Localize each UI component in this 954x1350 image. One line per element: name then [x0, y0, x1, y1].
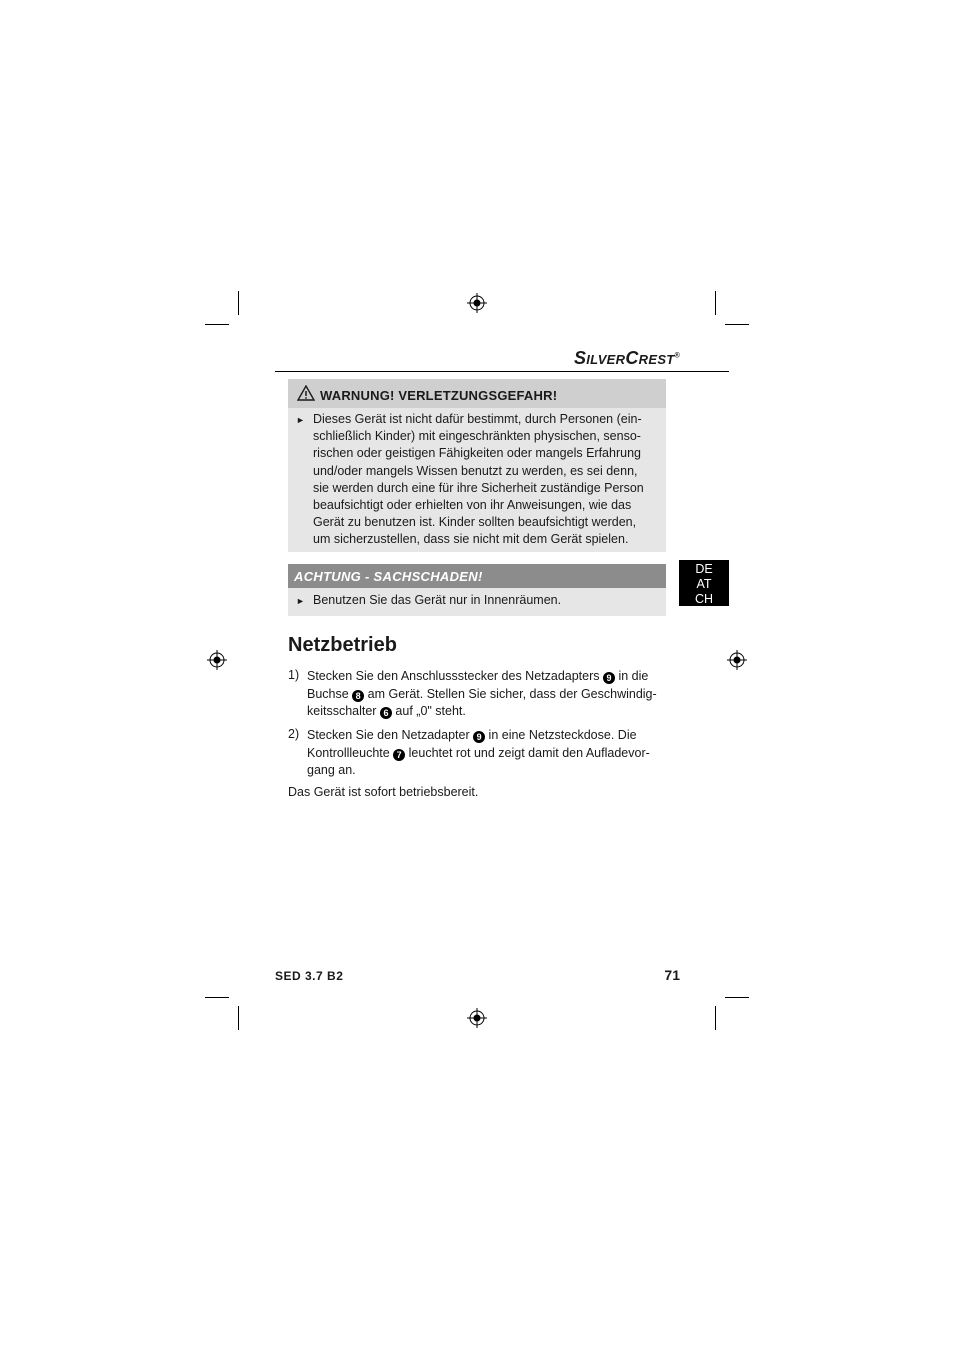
warning-text: Dieses Gerät ist nicht dafür bestimmt, durch Personen (ein- schließlich Kinder) mit eingeschränkten physischen, senso- rischen oder geistigen Fähigkeiten oder mangels Erfahrung und/oder mangels Wissen benutzt zu werden, es sei denn, sie werden durch eine für ihre Sicherheit zuständige Person beaufsichtigt oder erhielten von ihr Anweisungen, wie das Gerät zu benutzen ist. Kinder sollten beaufsichtigt werden, um sicherzustellen, dass sie nicht mit dem Gerät spielen.: [313, 412, 644, 547]
header-rule: [275, 371, 729, 372]
bullet-arrow-icon: ►: [296, 415, 305, 425]
crop-mark: [238, 291, 239, 315]
page-number: 71: [664, 967, 680, 983]
step-text: Stecken Sie den Anschlussstecker des Netzadapters 9 in die Buchse 8 am Gerät. Stellen Sie sicher, dass der Geschwindig- keitsschalter 6 auf „0" steht.: [307, 669, 657, 718]
warning-triangle-icon: [297, 385, 315, 401]
language-tab: DE AT CH: [679, 560, 729, 606]
crop-mark: [725, 997, 749, 998]
step-number: 1): [288, 668, 300, 682]
crop-mark: [715, 291, 716, 315]
achtung-title: ACHTUNG - SACHSCHADEN!: [294, 569, 483, 584]
part-reference-badge: 9: [473, 731, 485, 743]
registration-mark-icon: [467, 293, 487, 313]
section-heading: Netzbetrieb: [288, 634, 397, 656]
crop-mark: [205, 997, 229, 998]
part-reference-badge: 7: [393, 749, 405, 761]
closing-note: Das Gerät ist sofort betriebsbereit.: [288, 785, 479, 799]
crop-mark: [205, 324, 229, 325]
model-number: SED 3.7 B2: [275, 969, 344, 983]
achtung-text: Benutzen Sie das Gerät nur in Innenräumen.: [313, 593, 562, 607]
part-reference-badge: 8: [352, 690, 364, 702]
crop-mark: [238, 1006, 239, 1030]
part-reference-badge: 6: [380, 707, 392, 719]
brand-logo: SILVERCREST®: [573, 348, 680, 368]
part-reference-badge: 9: [603, 672, 615, 684]
step-number: 2): [288, 727, 300, 741]
registration-mark-icon: [207, 650, 227, 670]
warning-title: WARNUNG! VERLETZUNGSGEFAHR!: [320, 388, 558, 403]
registration-mark-icon: [467, 1008, 487, 1028]
step-text: Stecken Sie den Netzadapter 9 in eine Netzsteckdose. Die Kontrollleuchte 7 leuchtet rot und zeigt damit den Aufladevor- gang an.: [307, 728, 650, 777]
bullet-arrow-icon: ►: [296, 596, 305, 606]
crop-mark: [725, 324, 749, 325]
crop-mark: [715, 1006, 716, 1030]
registration-mark-icon: [727, 650, 747, 670]
